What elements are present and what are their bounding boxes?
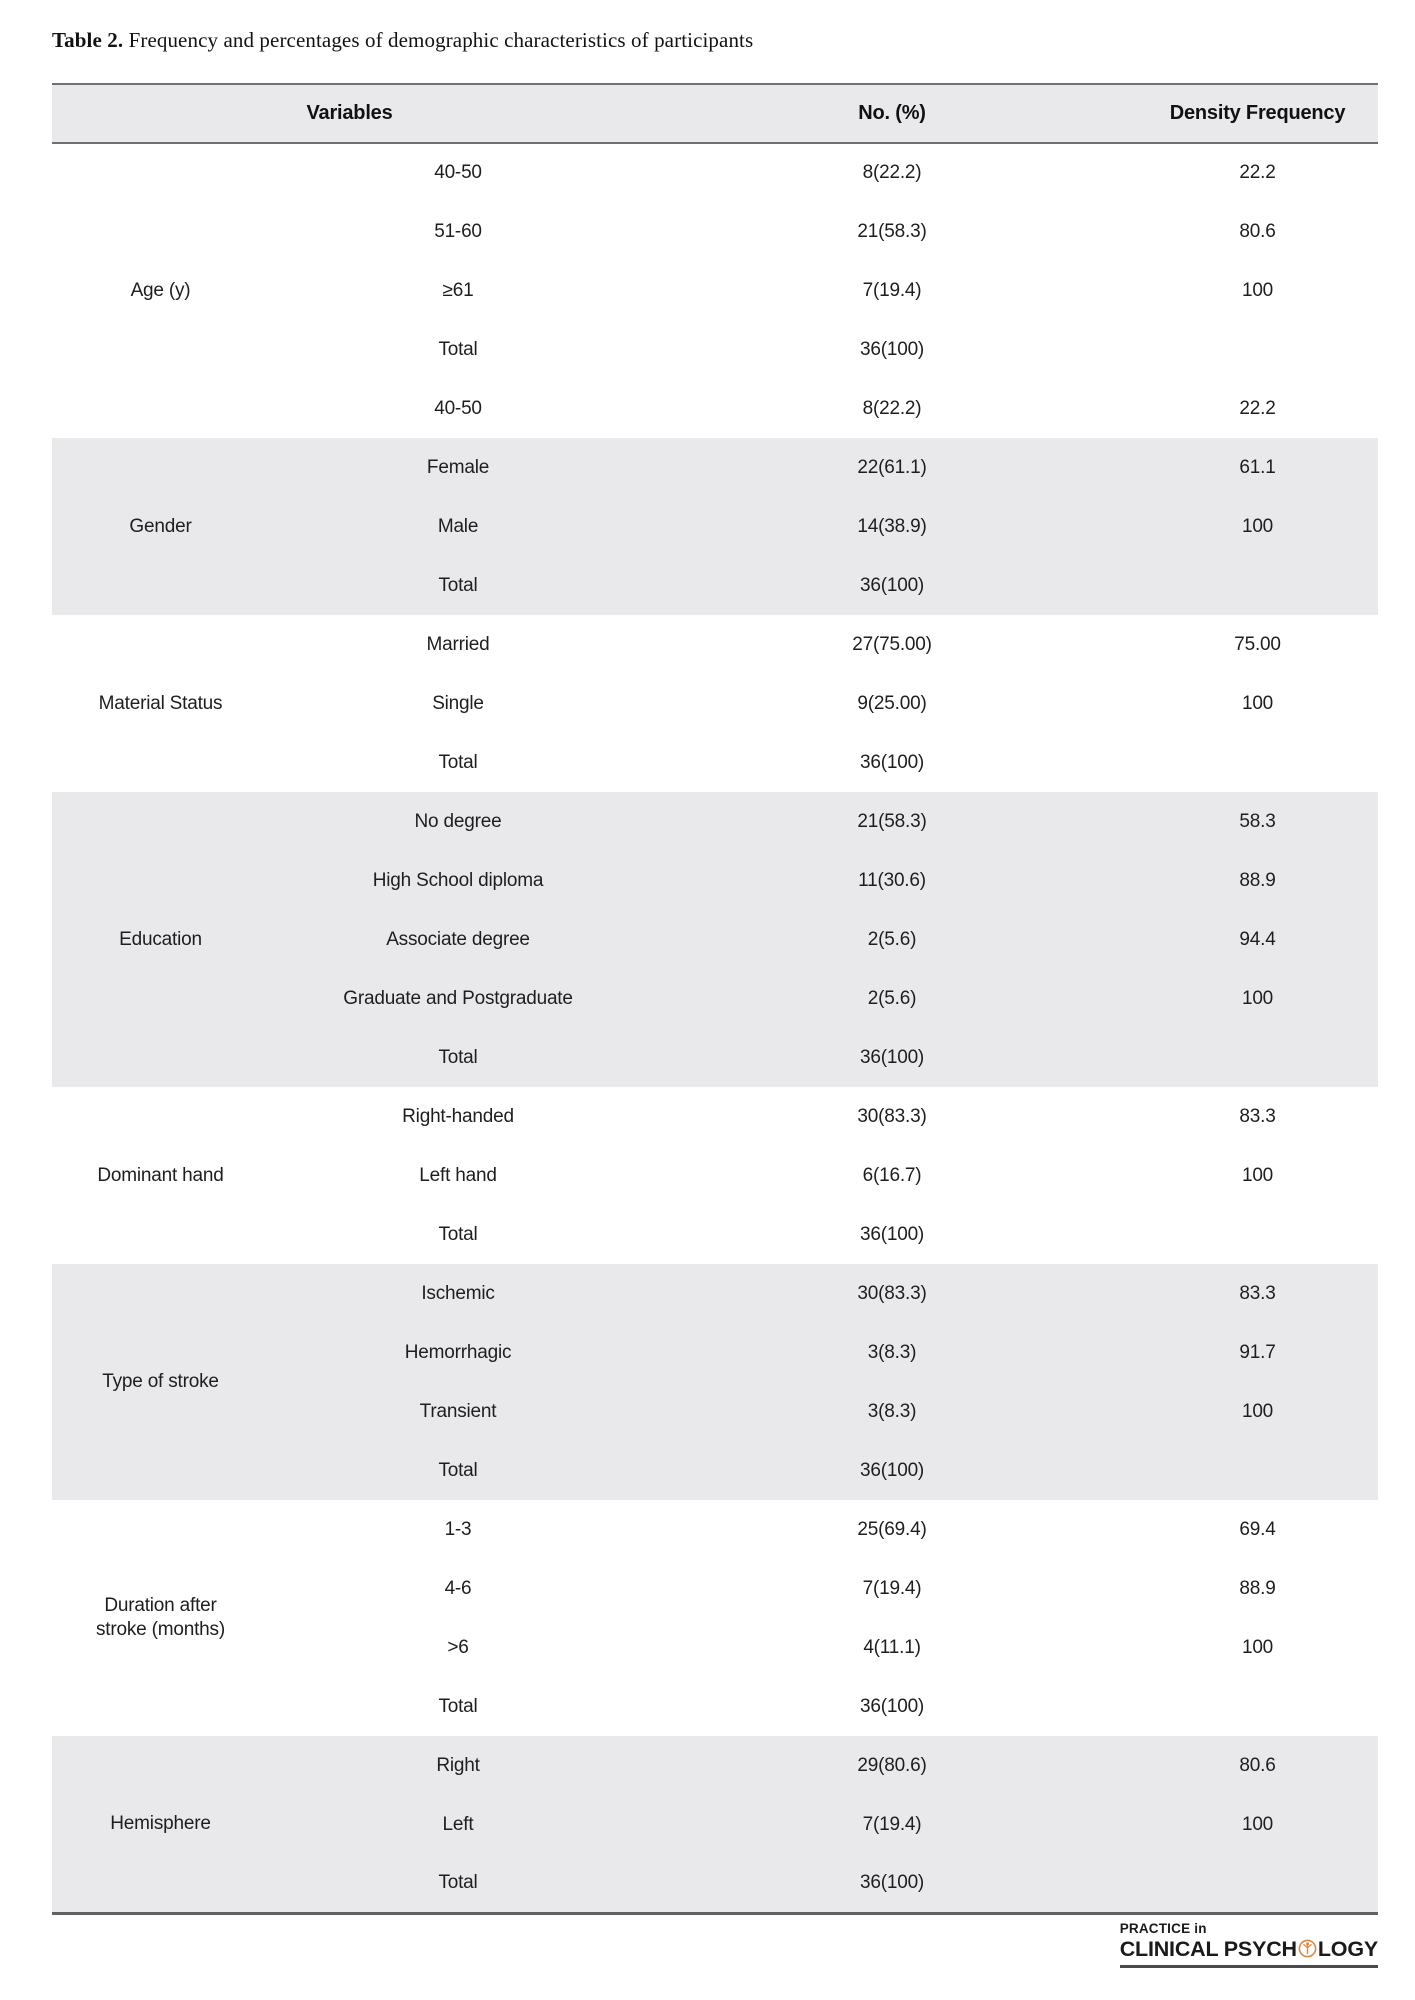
table-row [52,143,1378,202]
table-row [52,1087,1378,1146]
count-cell: 11(30.6) [647,851,1137,910]
count-cell: 3(8.3) [647,1323,1137,1382]
count-cell: 30(83.3) [857,1105,927,1127]
count-cell: 2(5.6) [647,910,1137,969]
count-cell: 36(100) [859,1223,925,1245]
variable-level-cell: 4-6 [444,1577,472,1599]
variable-level-cell: High School diploma [269,851,647,910]
density-cell: 58.3 [1137,792,1378,851]
count-cell: 7(19.4) [647,1795,1137,1854]
variable-level-cell: Married [426,633,490,655]
variable-level-cell: Right-handed [402,1105,514,1127]
variable-level-cell: Transient [269,1382,647,1441]
density-cell: 83.3 [1137,1264,1378,1323]
density-cell: 88.9 [1137,851,1378,910]
variable-level-cell: ≥61 [442,279,474,301]
person-in-circle-icon [1298,1939,1317,1958]
count-cell: 36(100) [647,556,1137,615]
count-cell: 36(100) [859,1695,925,1717]
density-cell: 22.2 [1239,397,1276,419]
variable-level-cell: Total [438,1695,478,1717]
density-cell [1137,1441,1378,1500]
journal-logo-line1: PRACTICE in [1119,1920,1207,1936]
table-caption-label: Table 2. [52,28,124,52]
table-row [52,438,1378,497]
count-cell: 6(16.7) [862,1164,922,1186]
table-row [52,1736,1378,1795]
count-cell: 22(61.1) [647,438,1137,497]
count-cell: 30(83.3) [647,1264,1137,1323]
variable-level-cell: Total [438,338,478,360]
variable-level-cell: Male [269,497,647,556]
density-cell [1137,733,1378,792]
variable-level-cell: Total [269,1441,647,1500]
variable-level-cell: Total [269,1028,647,1087]
count-cell: 36(100) [647,1028,1137,1087]
table-row [52,1264,1378,1323]
logo-text-before: CLINICAL PSYCH [1119,1936,1297,1961]
count-cell: 36(100) [859,338,925,360]
variable-level-cell: Right [269,1736,647,1795]
density-cell [1137,1854,1378,1913]
density-cell: 88.9 [1239,1577,1276,1599]
density-cell [1137,1205,1378,1264]
variable-level-cell: 51-60 [434,220,482,242]
count-cell: 27(75.00) [852,633,932,655]
density-cell [1137,320,1378,379]
count-cell: 3(8.3) [647,1382,1137,1441]
count-cell: 2(5.6) [647,969,1137,1028]
col-header-variables: Variables [52,84,647,143]
count-cell: 8(22.2) [862,397,922,419]
variable-group-cell: Age (y) [130,280,191,302]
header-row [52,84,1378,143]
variable-group-cell: Hemisphere [52,1736,269,1913]
demographics-table [52,83,1378,1915]
density-cell: 100 [1137,497,1378,556]
table-row [52,792,1378,851]
variable-group-cell: Education [52,792,269,1087]
density-cell [1137,1677,1378,1736]
variable-level-cell: Single [432,692,484,714]
col-header-no-pct: No. (%) [647,84,1137,143]
variable-level-cell: No degree [269,792,647,851]
count-cell: 21(58.3) [857,220,927,242]
density-cell: 80.6 [1239,220,1276,242]
count-cell: 36(100) [647,1854,1137,1913]
count-cell: 21(58.3) [647,792,1137,851]
variable-level-cell: Left hand [419,1164,497,1186]
variable-group-cell: Type of stroke [52,1264,269,1500]
variable-level-cell: 40-50 [434,162,482,183]
density-cell: 83.3 [1239,1105,1276,1127]
table-caption-text: Frequency and percentages of demographic characteristics of participants [123,28,754,52]
density-cell: 100 [1137,969,1378,1028]
count-cell: 9(25.00) [857,692,927,714]
density-cell: 75.00 [1234,633,1281,655]
density-cell [1137,556,1378,615]
density-cell: 100 [1241,1164,1274,1186]
table-row [52,615,1378,674]
density-cell: 61.1 [1137,438,1378,497]
variable-level-cell: Graduate and Postgraduate [269,969,647,1028]
variable-group-cell: Material Status [98,692,223,714]
density-cell: 80.6 [1137,1736,1378,1795]
variable-group-cell: Dominant hand [97,1164,224,1186]
density-cell: 100 [1241,1636,1274,1658]
variable-level-cell: 40-50 [434,397,482,419]
density-cell: 94.4 [1137,910,1378,969]
variable-level-cell: >6 [447,1636,469,1658]
count-cell: 7(19.4) [862,279,922,301]
variable-level-cell: Total [438,751,478,773]
count-cell: 36(100) [647,1441,1137,1500]
footer [52,1921,1378,1968]
table-caption [52,28,1378,53]
variable-level-cell: 1-3 [444,1518,472,1540]
variable-level-cell: Ischemic [269,1264,647,1323]
count-cell: 4(11.1) [863,1636,921,1658]
density-cell: 100 [1241,692,1274,714]
density-cell: 100 [1137,1382,1378,1441]
density-cell: 100 [1137,1795,1378,1854]
variable-level-cell: Total [438,1223,478,1245]
variable-level-cell: Associate degree [269,910,647,969]
density-cell [1137,1028,1378,1087]
density-cell: 22.2 [1239,162,1276,183]
density-cell: 69.4 [1239,1518,1276,1540]
logo-text-after: LOGY [1317,1936,1378,1961]
variable-group-cell: Duration after stroke (months) [96,1595,225,1640]
density-cell: 100 [1241,279,1274,301]
count-cell: 29(80.6) [647,1736,1137,1795]
table-row [52,1500,1378,1559]
journal-logo-line2 [1120,1937,1378,1968]
variable-level-cell: Female [269,438,647,497]
variable-level-cell: Left [269,1795,647,1854]
variable-level-cell: Hemorrhagic [269,1323,647,1382]
count-cell: 14(38.9) [647,497,1137,556]
density-cell: 91.7 [1137,1323,1378,1382]
variable-level-cell: Total [269,556,647,615]
count-cell: 25(69.4) [857,1518,927,1540]
col-header-density-frequency: Density Frequency [1137,84,1378,143]
count-cell: 36(100) [859,751,925,773]
variable-level-cell: Total [269,1854,647,1913]
journal-logo [1120,1921,1378,1968]
count-cell: 7(19.4) [862,1577,922,1599]
count-cell: 8(22.2) [862,162,922,183]
variable-group-cell: Gender [52,438,269,615]
